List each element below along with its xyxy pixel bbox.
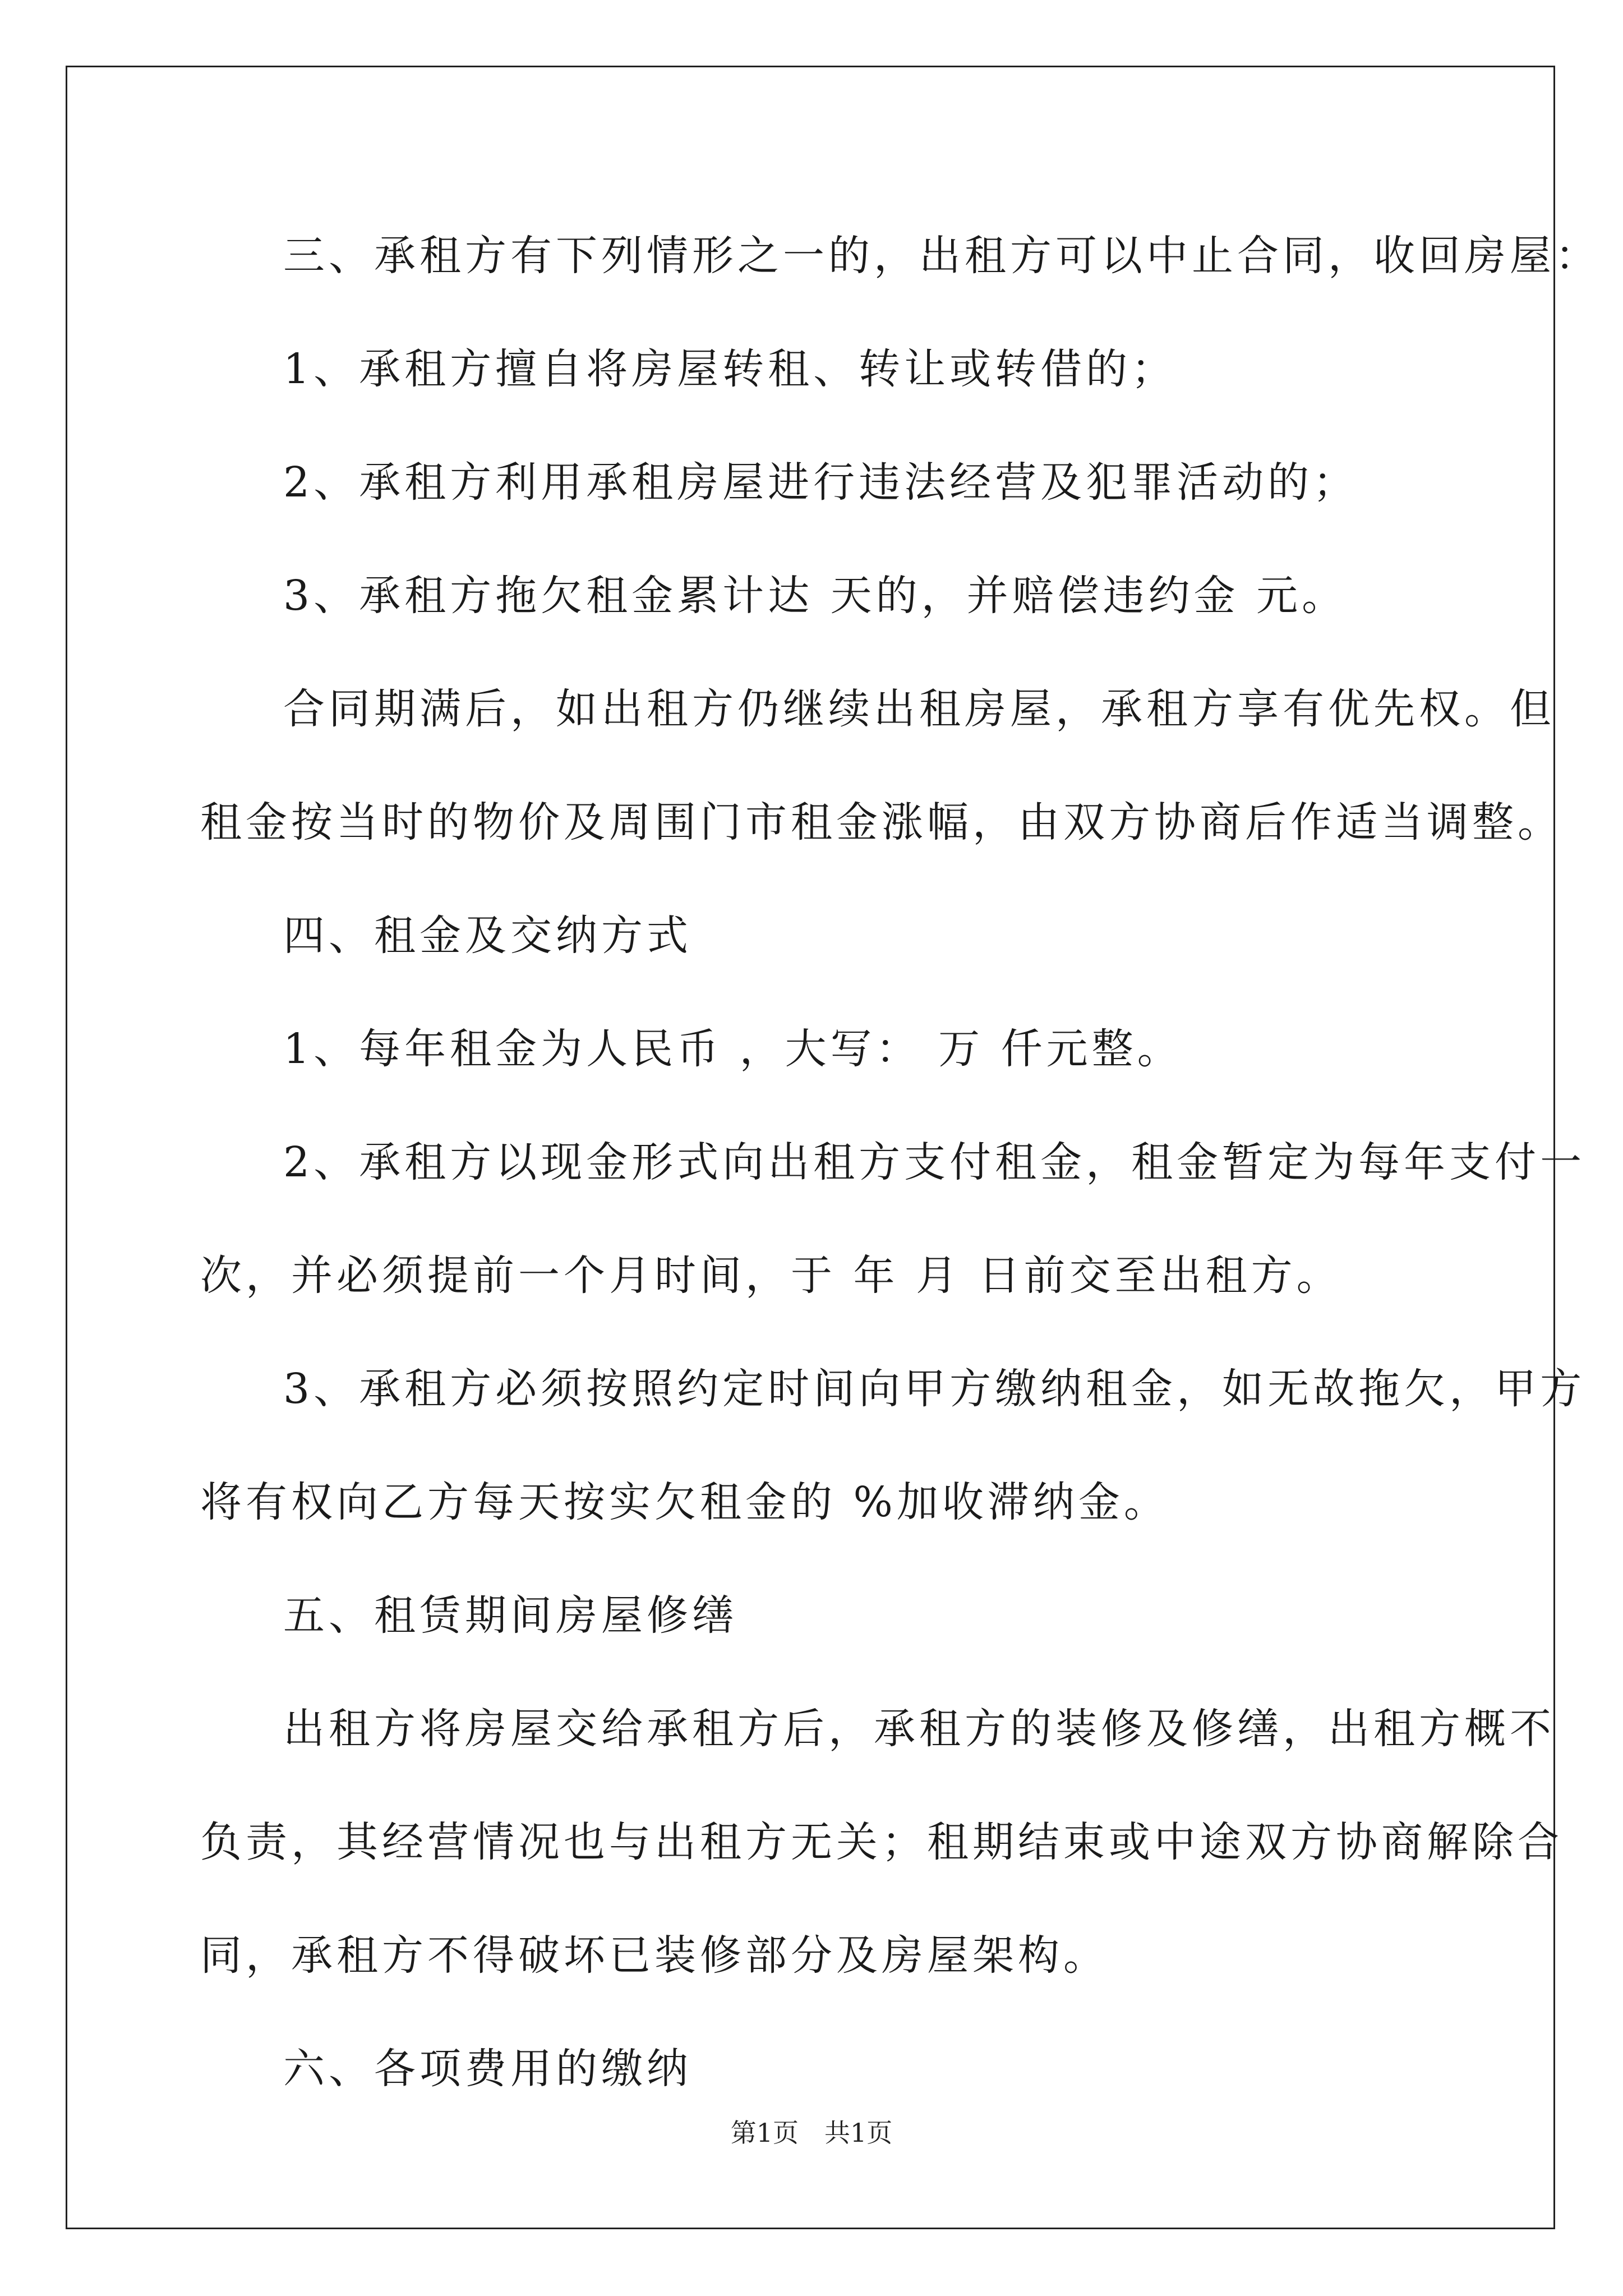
paragraph-line: 负责，其经营情况也与出租方无关；租期结束或中途双方协商解除合 [200,1818,1563,1866]
paragraph: 2、承租方利用承租房屋进行违法经营及犯罪活动的； [283,458,1359,507]
section-heading: 六、各项费用的缴纳 [283,2045,692,2093]
paragraph-line: 租金按当时的物价及周围门市租金涨幅，由双方协商后作适当调整。 [200,798,1563,846]
paragraph-line: 出租方将房屋交给承租方后，承租方的装修及修缮，出租方概不 [283,1705,1555,1753]
paragraph-line: 将有权向乙方每天按实欠租金的 %加收滞纳金。 [200,1478,1169,1526]
paragraph: 1、每年租金为人民币 ，大写： 万 仟元整。 [283,1025,1183,1073]
paragraph-line: 合同期满后，如出租方仍继续出租房屋，承租方享有优先权。但 [283,685,1555,733]
paragraph: 3、承租方拖欠租金累计达 天的，并赔偿违约金 元。 [283,572,1348,620]
section-heading: 五、租赁期间房屋修缮 [283,1591,737,1640]
paragraph: 三、承租方有下列情形之一的，出租方可以中止合同，收回房屋： [283,232,1601,280]
paragraph: 1、承租方擅自将房屋转租、转让或转借的； [283,345,1177,393]
paragraph-line: 同，承租方不得破坏已装修部分及房屋架构。 [200,1931,1109,1980]
section-heading: 四、租金及交纳方式 [283,912,692,960]
document-body [200,199,1601,2125]
paragraph-line: 2、承租方以现金形式向出租方支付租金，租金暂定为每年支付一 [283,1138,1586,1186]
paragraph-line: 3、承租方必须按照约定时间向甲方缴纳租金，如无故拖欠，甲方 [283,1365,1586,1413]
paragraph-line: 次，并必须提前一个月时间，于 年 月 日前交至出租方。 [200,1251,1342,1300]
page-number-footer: 第1页 共1页 [730,2118,893,2148]
